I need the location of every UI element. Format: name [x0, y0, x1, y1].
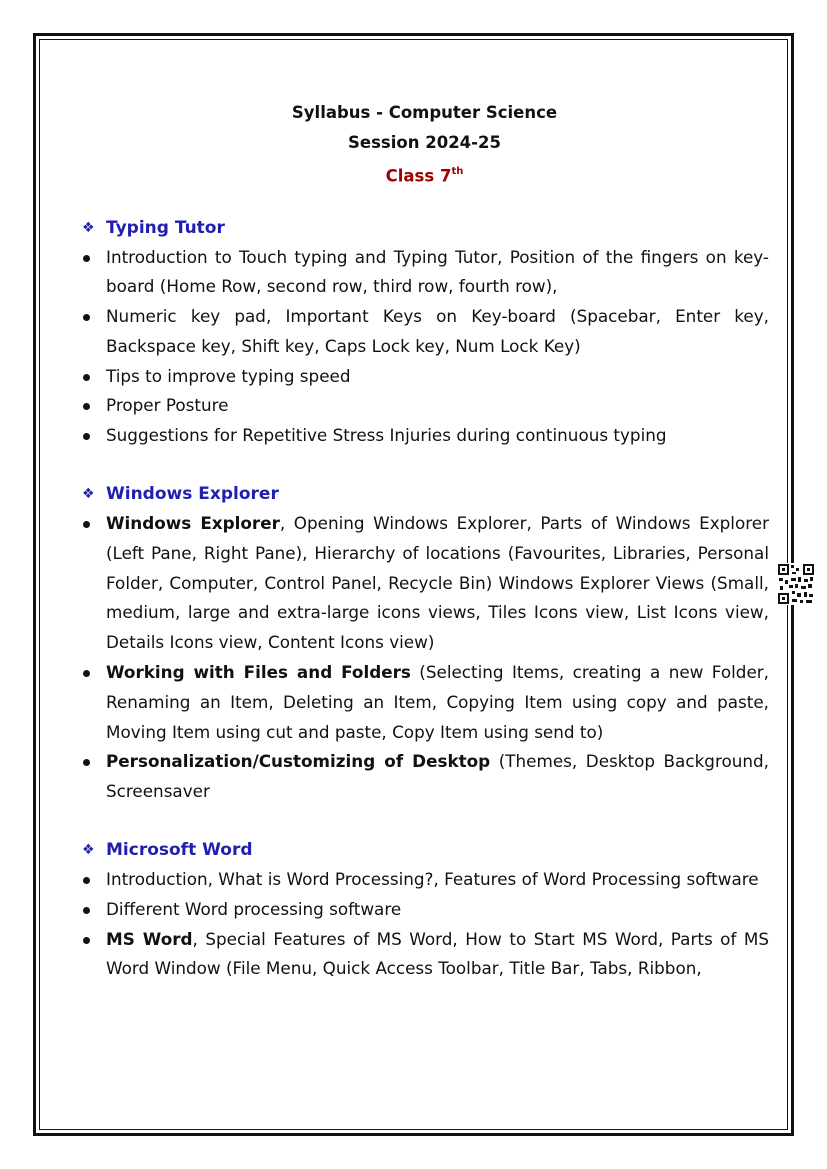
- list-item: [82, 302, 769, 362]
- list-item-text: Suggestions for Repetitive Stress Injuries during continuous typing: [106, 425, 667, 446]
- list-item: [82, 895, 769, 925]
- class-label-text: Class 7: [385, 166, 452, 186]
- qr-code-icon: [777, 563, 815, 605]
- syllabus-content: [82, 98, 769, 984]
- list-item: [82, 509, 769, 658]
- list-item-text: Proper Posture: [106, 395, 229, 416]
- section: [82, 835, 769, 984]
- list-item-text: Different Word processing software: [106, 898, 402, 919]
- list-item-text: Introduction to Touch typing and Typing Tutor, Position of the fingers on key-board (Home Row, second row, third row, fourth row),: [106, 246, 769, 297]
- section-title-text: Windows Explorer: [106, 484, 279, 505]
- list-item-text: Numeric key pad, Important Keys on Key-board (Spacebar, Enter key, Backspace key, Shift key, Caps Lock key, Num Lock Key): [106, 306, 769, 356]
- list-item: [82, 362, 769, 392]
- list-item-text: , Special Features of MS Word, How to Start MS Word, Parts of MS Word Window (File Menu, Quick Access Toolbar, Title Bar, Tabs, Ribbon,: [106, 928, 769, 979]
- list-item: [82, 658, 769, 747]
- list-item: [82, 243, 769, 303]
- topic-list: [82, 243, 769, 452]
- list-item-text: (Themes, Desktop Background, Screensaver: [106, 751, 769, 802]
- class-label-sup: th: [451, 166, 464, 177]
- list-item: [82, 747, 769, 807]
- sections-container: [82, 213, 769, 985]
- diamond-bullet-icon: ❖: [82, 842, 94, 859]
- document-title: Syllabus - Computer Science: [291, 103, 558, 122]
- session-label: Session 2024-25: [348, 133, 501, 152]
- section: [82, 213, 769, 452]
- list-item-bold: Personalization/Customizing of Desktop: [106, 751, 491, 772]
- section-title-text: Microsoft Word: [106, 840, 253, 861]
- topic-list: [82, 865, 769, 984]
- list-item: [82, 391, 769, 421]
- list-item-text: , Opening Windows Explorer, Parts of Windows Explorer (Left Pane, Right Pane), Hierarchy of locations (Favourites, Libraries, Personal Folder, Computer, Control Panel, Recycle Bin) Windows Explorer Views (Small, medium, large and extra-large icons views, Tiles Icons view, List Icons view, Details Icons view, Content Icons view): [106, 513, 769, 653]
- section-title: [82, 835, 769, 865]
- document-header: [80, 98, 769, 192]
- diamond-bullet-icon: ❖: [82, 219, 94, 236]
- list-item-bold: Windows Explorer: [106, 513, 280, 534]
- list-item: [82, 865, 769, 895]
- list-item-bold: Working with Files and Folders: [106, 662, 411, 683]
- diamond-bullet-icon: ❖: [82, 486, 94, 503]
- list-item: [82, 925, 769, 985]
- list-item: [82, 421, 769, 451]
- list-item-bold: MS Word: [106, 928, 193, 949]
- topic-list: [82, 509, 769, 807]
- list-item-text: (Selecting Items, creating a new Folder, Renaming an Item, Deleting an Item, Copying Item using copy and paste, Moving Item using cut and paste, Copy Item using send to): [106, 662, 769, 742]
- list-item-text: Introduction, What is Word Processing?, Features of Word Processing software: [106, 869, 759, 890]
- section-title-text: Typing Tutor: [106, 217, 225, 238]
- class-label: [80, 158, 769, 192]
- list-item-text: Tips to improve typing speed: [106, 365, 351, 386]
- section-title: [82, 213, 769, 243]
- section-title: [82, 479, 769, 509]
- section: [82, 479, 769, 807]
